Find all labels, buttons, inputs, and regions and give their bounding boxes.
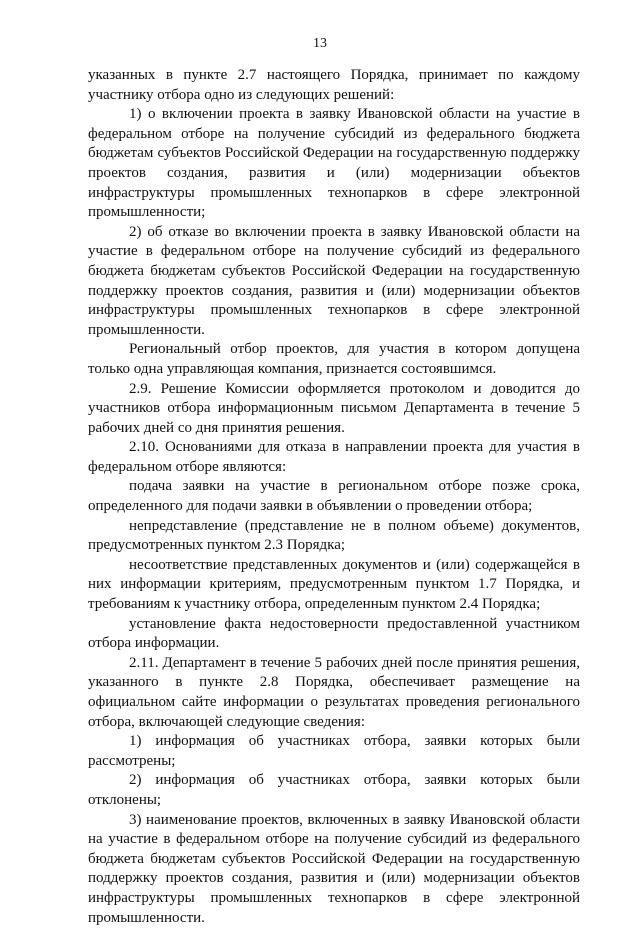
document-body: [88, 66, 580, 928]
page-number: 13: [313, 36, 327, 51]
paragraph-2-9: 2.9. Решение Комиссии оформляется протоколом и доводится до участников отбора информационным письмом Департамента в течение 5 рабочих дней со дня принятия решения.: [88, 380, 580, 436]
paragraph-nonconformity: несоответствие представленных документов и (или) содержащейся в них информации критериям, предусмотренным пунктом 1.7 Порядка, и требованиям к участнику отбора, определенным пунктом 2.4 Порядка;: [88, 556, 580, 613]
paragraph-decision-include: 1) о включении проекта в заявку Ивановской области на участие в федеральном отборе на получение субсидий из федерального бюджета бюджетам субъектов Российской Федерации на государственную поддержку проектов создания, развития и (или) модернизации объектов инфраструктуры промышленных технопарков в сфере электронной промышленности;: [88, 106, 580, 221]
paragraph-2-10: 2.10. Основаниями для отказа в направлении проекта для участия в федеральном отборе являются:: [88, 439, 580, 475]
paragraph-decision-refuse: 2) об отказе во включении проекта в заявку Ивановской области на участие в федеральном отборе на получение субсидий из федерального бюджета бюджетам субъектов Российской Федерации на государственную поддержку проектов создания, развития и (или) модернизации объектов инфраструктуры промышленных технопарков в сфере электронной промышленности.: [88, 223, 580, 338]
paragraph-item-1-reviewed: 1) информация об участниках отбора, заявки которых были рассмотрены;: [88, 733, 580, 769]
paragraph-2-11: 2.11. Департамент в течение 5 рабочих дней после принятия решения, указанного в пункте 2.8 Порядка, обеспечивает размещение на официальном сайте информации о результатах проведения регионального отбора, включающей следующие сведения:: [88, 654, 580, 730]
paragraph-false-information: установление факта недостоверности предоставленной участником отбора информации.: [88, 615, 580, 652]
paragraph-missing-documents: непредставление (представление не в полном объеме) документов, предусмотренных пунктом 2.3 Порядка;: [88, 517, 580, 554]
paragraph-item-2-rejected: 2) информация об участниках отбора, заявки которых были отклонены;: [88, 772, 580, 808]
paragraph-item-3-projects: 3) наименование проектов, включенных в заявку Ивановской области на участие в федеральном отборе на получение субсидий из федерального бюджета бюджетам субъектов Российской Федерации на государственную поддержку проектов создания, развития и (или) модернизации объектов инфраструктуры промышленных технопарков в сфере электронной промышленности.: [88, 811, 580, 926]
paragraph-single-company: Региональный отбор проектов, для участия в котором допущена только одна управляющая компания, признается состоявшимся.: [88, 341, 580, 377]
paragraph-continuation: указанных в пункте 2.7 настоящего Порядка, принимает по каждому участнику отбора одно из следующих решений:: [88, 67, 580, 103]
paragraph-late-submission: подача заявки на участие в региональном отборе позже срока, определенного для подачи заявки в объявлении о проведении отбора;: [88, 478, 580, 515]
